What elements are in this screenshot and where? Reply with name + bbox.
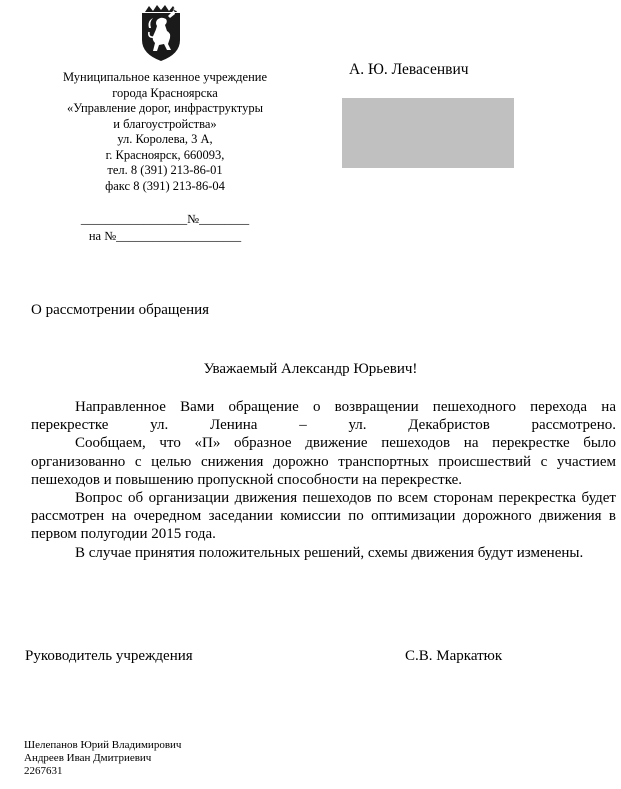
redacted-address (342, 98, 514, 168)
body-paragraph: Вопрос об организации движения пешеходов по всем сторонам перекрестка будет рассмотрен на очередном заседании комиссии по оптимизации дорожного движения в первом полугодии 2015 года. (31, 490, 616, 543)
sender-line: Муниципальное казенное учреждение (62, 70, 268, 84)
salutation: Уважаемый Александр Юрьевич! (203, 361, 418, 377)
signatory-title: Руководитель учреждения (25, 648, 193, 664)
letter-body (31, 398, 616, 562)
executors-block (24, 739, 181, 778)
sender-line: ул. Королева, 3 А, (117, 132, 213, 146)
outgoing-number-line: _________________№________ (80, 212, 250, 226)
letter-subject: О рассмотрении обращения (31, 302, 210, 318)
sender-line: и благоустройства» (113, 116, 217, 131)
sender-line: города Красноярска (112, 85, 218, 100)
executor-line: Андреев Иван Дмитриевич (24, 752, 152, 764)
sender-line: «Управление дорог, инфраструктуры (66, 101, 264, 115)
executor-line: Шелепанов Юрий Владимирович (24, 739, 182, 751)
incoming-number-line: на №____________________ (88, 229, 242, 243)
executor-phone: 2267631 (24, 765, 63, 777)
body-paragraph: В случае принятия положительных решений, схемы движения будут изменены. (75, 544, 584, 561)
sender-line: г. Красноярск, 660093, (105, 147, 225, 162)
recipient-name: А. Ю. Левасенвич (349, 61, 469, 78)
body-paragraph: Сообщаем, что «П» образное движение пешеходов на перекрестке было организованно с целью снижения дорожно транспортных происшествий с участием пешеходов и повышению пропускной способности на перекрестке. (31, 435, 616, 488)
body-paragraph: Направленное Вами обращение о возвращении пешеходного перехода на перекрестке ул. Ленина – ул. Декабристов рассмотрено. (31, 399, 616, 434)
sender-block (20, 70, 310, 194)
sender-line: тел. 8 (391) 213-86-01 (107, 163, 223, 177)
signatory-name: С.В. Маркатюк (405, 648, 503, 664)
coat-of-arms-icon (137, 4, 185, 62)
sender-line: факс 8 (391) 213-86-04 (105, 178, 225, 193)
